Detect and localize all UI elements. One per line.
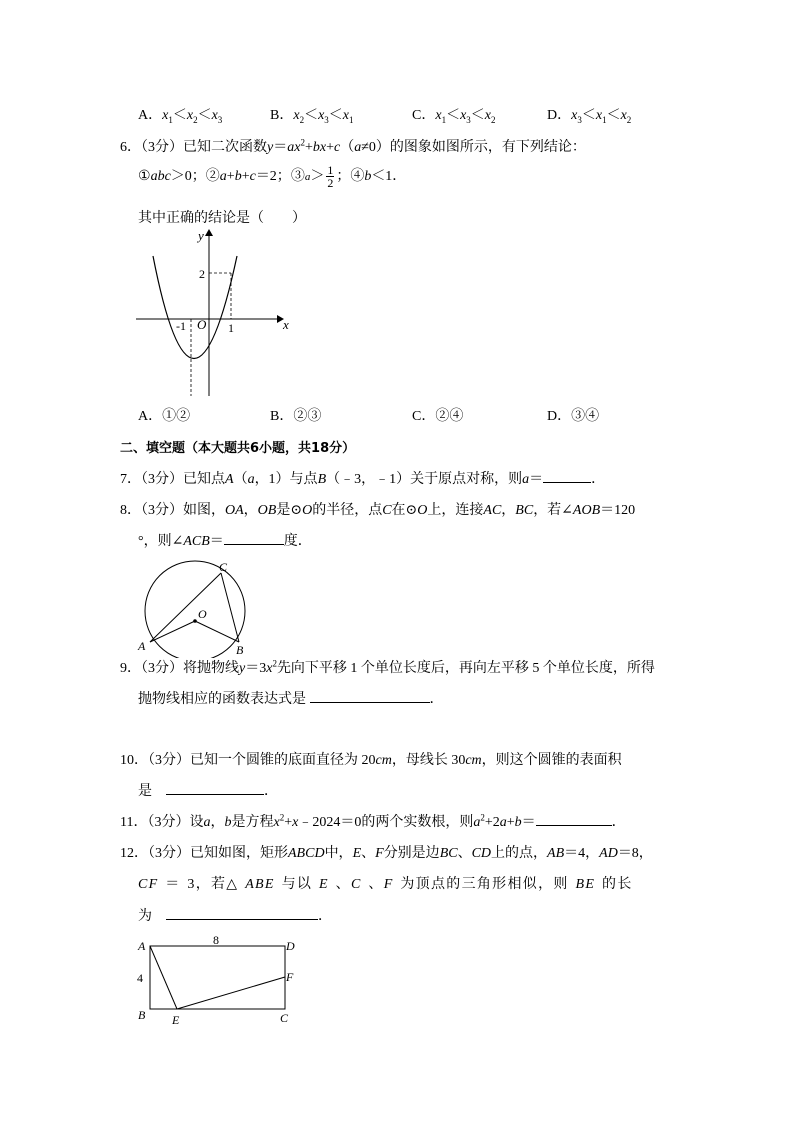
q6-stem: 6．（3分）已知二次函数$y=ax^2+bx+c(a\ne 0)$的图象如图所示，有下列结论： (120, 137, 586, 155)
q6-parabola-figure (130, 226, 300, 401)
q11-answer-blank[interactable] (536, 813, 612, 826)
svg-text:4: 4 (137, 971, 143, 985)
svg-text:B: B (236, 643, 244, 657)
section-2-title: 二、填空题（本大题共6小题，共18分） (120, 441, 356, 456)
q9-line2: 抛物线相应的函数表达式是 ． (138, 692, 444, 707)
svg-text:C: C (280, 1011, 289, 1025)
q6-conclusions: ①abc＞0；②a+b+c＝2；③a＞ $\frac{1}{2}$ ；④b＜1． (138, 163, 407, 191)
center-point (193, 619, 197, 623)
q8-answer-blank[interactable] (224, 532, 284, 545)
q6-question: 其中正确的结论是（ ） (138, 211, 306, 226)
svg-text:D: D (286, 939, 295, 953)
rectangle-abcd (150, 946, 285, 1009)
q8-line2: °，则∠ACB＝ 度． (138, 534, 312, 549)
q10-line2: 是 ． (138, 784, 278, 799)
q9-answer-blank[interactable] (310, 690, 430, 703)
q7-answer-blank[interactable] (543, 470, 591, 483)
q12-rectangle-figure (132, 935, 302, 1027)
parabola-curve (153, 256, 237, 359)
q6-option-d: D．③④ (547, 409, 600, 424)
q5-option-b: B．$x_2<x_3<x_1$ (270, 108, 354, 125)
circle (145, 561, 245, 658)
svg-text:E: E (172, 1013, 180, 1027)
origin-label: O (197, 317, 207, 332)
q6-option-b: B．②③ (270, 409, 322, 424)
q10-answer-blank[interactable] (166, 782, 264, 795)
q12-line3: 为 ． (138, 909, 332, 924)
svg-text:C: C (219, 560, 228, 574)
q6-option-c: C．②④ (412, 409, 464, 424)
svg-text:F: F (286, 970, 294, 984)
tick-2: 2 (199, 267, 205, 281)
q12-line2: CF ＝ 3，若△ ABE 与以 E 、C 、F 为顶点的三角形相似，则 BE 的长 (138, 877, 633, 892)
q6-option-a: A．①② (138, 409, 191, 424)
q12-answer-blank[interactable] (166, 907, 318, 920)
q8-line1: 8．（3分）如图，OA，OB是⊙O的半径，点C在⊙O上，连接AC，BC，若∠AOB＝120 (120, 503, 636, 518)
tick-1: 1 (228, 321, 234, 335)
q5-option-d: D．$x_3<x_1<x_2$ (547, 108, 632, 125)
svg-text:8: 8 (213, 935, 219, 947)
q12-line1: 12．（3分）已知如图，矩形ABCD中，E、F分别是边BC、CD上的点，AB＝4，AD＝8， (120, 846, 653, 861)
q11: 11．（3分）设a，b是方程$x^2+x﹣2024=0$的两个实数根，则$a^2+2a+b=$ ． (120, 812, 626, 830)
svg-text:B: B (138, 1008, 146, 1022)
q5-option-a: A．$x_1<x_2<x_3$ (138, 108, 223, 125)
q8-circle-figure (132, 558, 257, 658)
x-axis-label: x (283, 317, 289, 332)
tick-minus-1: -1 (176, 319, 186, 333)
svg-text:A: A (138, 939, 146, 953)
y-axis-label: y (198, 228, 204, 243)
q10-line1: 10．（3分）已知一个圆锥的底面直径为 20cm，母线长 30cm，则这个圆锥的表面积 (120, 753, 622, 768)
q5-option-c: C．$x_1<x_3<x_2$ (412, 108, 496, 125)
q9-line1: 9．（3分）将抛物线$y=3x^2$先向下平移 1 个单位长度后，再向左平移 5 个单位长度，所得 (120, 658, 655, 676)
q7: 7．（3分）已知点A（a，1）与点B（﹣3，﹣1）关于原点对称，则a＝ ． (120, 472, 606, 487)
svg-text:O: O (198, 607, 207, 621)
svg-text:A: A (138, 639, 146, 653)
